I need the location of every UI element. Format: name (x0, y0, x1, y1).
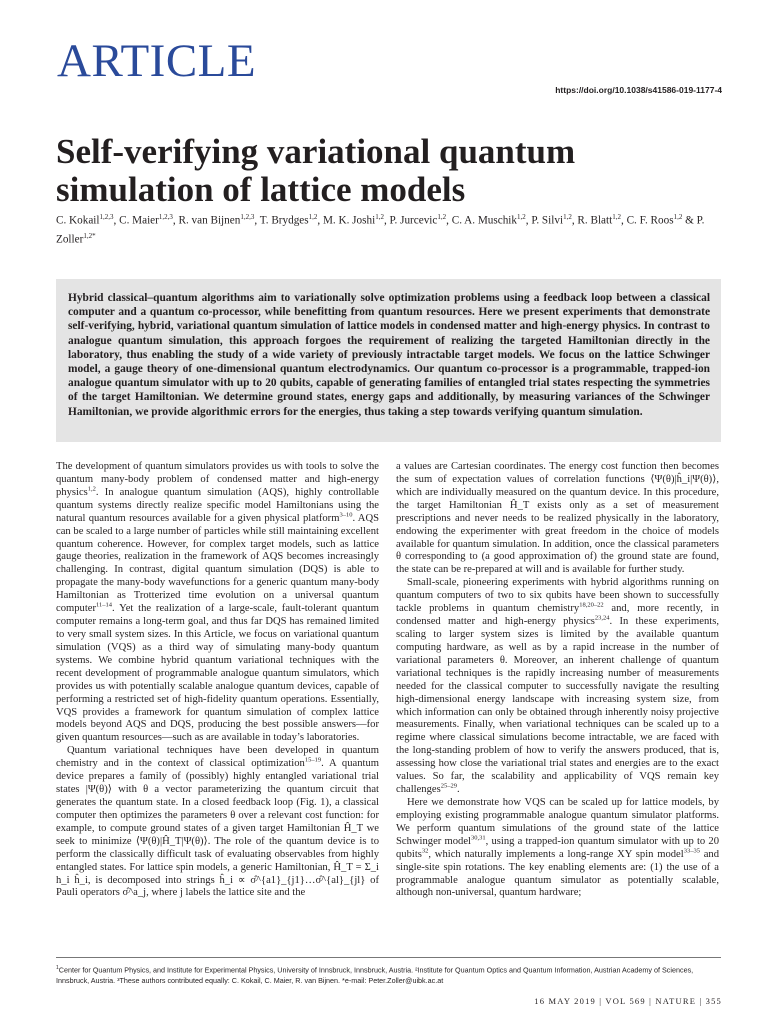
body-paragraph: Quantum variational techniques have been developed in quantum chemistry and in the context of classical optimization$^{15-19}$. A quantum device prepares a family of (possibly) highly entangled variational trial states |Ψ(θ)⟩ with θ a vector parameterizing the quantum circuit that generates the quantum state. In a closed feedback loop (Fig. 1), a classical computer then optimizes the parameters θ over a relevant cost function: for example, to compute ground states of a given target Hamiltonian Ĥ_T we seek to minimize ⟨Ψ(θ)|Ĥ_T|Ψ(θ)⟩. The role of the quantum device is to perform the classically difficult task of evaluating observables from highly entangled states. For lattice spin models, a generic Hamiltonian, Ĥ_T = Σ_i h_i ĥ_i, is decomposed into strings ĥ_i ∝ σ̂^{a1}_{j1}…σ̂^{al}_{jl} of Pauli operators σ̂^a_j, where j labels the lattice site and the (56, 745, 380, 899)
author-name: C. Kokail (56, 214, 100, 227)
author-affiliation: 1,2 (673, 213, 683, 221)
author-name: R. Blatt (577, 214, 613, 227)
citation-superscript: 33–35 (683, 847, 700, 855)
page-footer: 16 MAY 2019 | VOL 569 | NATURE | 355 (534, 996, 722, 1006)
author-name: P. Jurcevic (389, 214, 438, 227)
body-column-left (56, 461, 379, 900)
body-paragraph: Here we demonstrate how VQS can be scaled up for lattice models, by employing existing programmable analogue quantum simulator platforms. We perform quantum simulations of the ground state of the lattice Schwinger model$^{30,31}$, using a trapped-ion quantum simulator with up to 20 qubits$^{32}$, which naturally implements a long-range XY spin model$^{33-35}$ and single-site spin rotations. The key enabling elements are: (1) the use of a programmable analogue quantum simulator as potentially scalable, although non-universal, quantum hardware; (396, 796, 719, 899)
footnote-mark: 1 (56, 965, 59, 971)
affiliations-footnote (56, 963, 721, 986)
citation-superscript: 25–29 (440, 782, 457, 790)
abstract-box (56, 279, 721, 442)
author-affiliation: 1,2* (83, 231, 96, 240)
author-affiliation: 1,2 (517, 213, 526, 221)
body-paragraph: The development of quantum simulators provides us with tools to solve the quantum many-body problem of condensed matter and high-energy physics$^{1,2}$. In analogue quantum simulation (AQS), highly controllable quantum systems directly realize specific model Hamiltonians using the natural quantum resources available for a given physical platform$^{3-10}$. AQS can be scaled to a large number of particles while still maintaining excellent quantum coherence. However, for complex target models, such as lattice gauge theories, realization in the framework of AQS becomes increasingly challenging. In contrast, digital quantum simulation (DQS) is able to propagate the many-body wavefunctions for a generic quantum many-body Hamiltonian as Trotterized time evolution on a universal quantum computer$^{11-14}$. Yet the realization of a large-scale, fault-tolerant quantum computer remains a long-term goal, and thus far DQS has remained limited to very small system sizes. In this Article, we focus on variational quantum simulation (VQS) as a third way of simulating many-body quantum systems. We combine hybrid quantum variational techniques with the recent development of programmable analogue quantum simulators, which provides us with potentially scalable analogue quantum devices, capable of performing a restricted set of high-fidelity quantum operations. Essentially, VQS provides a framework for quantum simulation of complex lattice models beyond AQS and DQS, producing the best possible answers—for given quantum resources—such as are available in today’s laboratories. (56, 461, 380, 744)
author-affiliation: 1,2 (612, 213, 621, 221)
body-paragraph: a values are Cartesian coordinates. The energy cost function then becomes the sum of expectation values of correlation functions ⟨Ψ(θ)|ĥ_i|Ψ(θ)⟩, which are individually measured on the quantum device. In this procedure, the target Hamiltonian Ĥ_T exists only as a set of measurement prescriptions and never needs to be realized physically in the laboratory, endowing the experimenter with great freedom in the choice of models available for quantum simulation. In addition, once the classical parameters θ corresponding to (a good approximation of) the ground state are found, the state can be re-prepared at will and is available for further study. (396, 461, 719, 576)
footnote-text: Center for Quantum Physics, and Institute for Experimental Physics, University of Innsbruck, Innsbruck, Austria. ²Institute for Quantum Optics and Quantum Information, Austrian Academy of Sciences, Innsbruck, Austria. ³These authors contributed equally: C. Kokail, C. Maier, R. van Bijnen. *e-mail: Peter.Zoller@uibk.ac.at (56, 965, 694, 985)
article-section-label: ARTICLE (57, 35, 257, 87)
author-name: C. Maier (119, 214, 159, 227)
body-column-right (396, 461, 719, 900)
author-affiliation: 1,2 (437, 213, 447, 221)
citation-superscript: 30,31 (471, 834, 486, 842)
author-list: C. Kokail$^{1,2,3}$, C. Maier$^{1,2,3}$, R. van Bijnen$^{1,2,3}$, T. Brydges$^{1,2}$, M. K. Joshi$^{1,2}$, P. Jurcevic$^{1,2}$, C. A. Muschik$^{1,2}$, P. Silvi$^{1,2}$, R. Blatt$^{1,2}$, C. F. Roos$^{1,2}$ & P. Zoller$^{1,2*}$ (56, 213, 705, 246)
footnote-rule (56, 957, 721, 958)
author-affiliation: 1,2,3 (99, 213, 114, 221)
body-paragraph: Small-scale, pioneering experiments with hybrid algorithms running on quantum computers of two to six qubits have been shown to successfully tackle problems in quantum chemistry$^{18,20-22}$ and, more recently, in condensed matter and high-energy physics$^{23,24}$. In these experiments, scaling to larger system sizes is limited by the available quantum computing hardware, as well as by a rapid increase in the number of variational parameters θ. Moreover, an inherent challenge of quantum variational techniques is the rapidly increasing number of measurements needed for the classical computer to successfully navigate the resulting high-dimensional energy landscape with increasing system size, from which information can only be obtained through inherently noisy projective measurements. Finally, when variational techniques can be scaled up to a regime where classical simulations become intractable, we are faced with the long-standing problem of how to verify the answers produced, that is, assessing how close the variational trial states and energies are to the exact values. So far, the scalability and applicability of VQS remain key challenges$^{25-29}$. (396, 577, 720, 796)
citation-superscript: 1,2 (87, 485, 96, 493)
doi-link[interactable]: https://doi.org/10.1038/s41586-019-1177-4 (555, 85, 722, 95)
author-name: C. F. Roos (626, 214, 674, 227)
author-affiliation: 1,2,3 (158, 213, 173, 221)
abstract-text: Hybrid classical–quantum algorithms aim to variationally solve optimization problems using a feedback loop between a classical computer and a quantum co-processor, while benefitting from quantum resources. Here we present experiments that demonstrate self-verifying, hybrid, variational quantum simulation of lattice models in condensed matter and high-energy physics. In contrast to analogue quantum simulation, this approach forgoes the requirement of realizing the targeted Hamiltonian directly in the laboratory, thus enabling the study of a wide variety of previously intractable target models. We focus on the lattice Schwinger model, a gauge theory of one-dimensional quantum electrodynamics. Our quantum co-processor is a programmable, trapped-ion analogue quantum simulator with up to 20 qubits, capable of generating families of entangled trial states respecting the symmetries of the target Hamiltonian. We determine ground states, energy gaps and additionally, by measuring variances of the Schwinger Hamiltonian, we provide algorithmic errors for the energies, thus taking a step towards verifying quantum simulation. (68, 292, 710, 418)
citation-superscript: 32 (421, 847, 429, 855)
author-name: P. Zoller (56, 214, 705, 246)
citation-superscript: 3–10 (339, 511, 353, 519)
author-name: C. A. Muschik (451, 214, 518, 227)
author-name: M. K. Joshi (322, 214, 376, 227)
author-name: P. Silvi (531, 214, 564, 227)
author-name: T. Brydges (259, 214, 309, 227)
citation-superscript: 11–14 (96, 601, 113, 609)
author-affiliation: 1,2 (308, 213, 318, 221)
author-affiliation: 1,2 (563, 213, 572, 221)
article-title: Self-verifying variational quantum simulation of lattice models (56, 132, 576, 209)
author-name: R. van Bijnen (178, 214, 241, 227)
author-affiliation: 1,2 (375, 213, 384, 221)
citation-superscript: 18,20–22 (579, 601, 604, 609)
citation-superscript: 23,24 (594, 614, 610, 622)
citation-superscript: 15–19 (304, 756, 322, 764)
author-affiliation: 1,2,3 (240, 213, 255, 221)
